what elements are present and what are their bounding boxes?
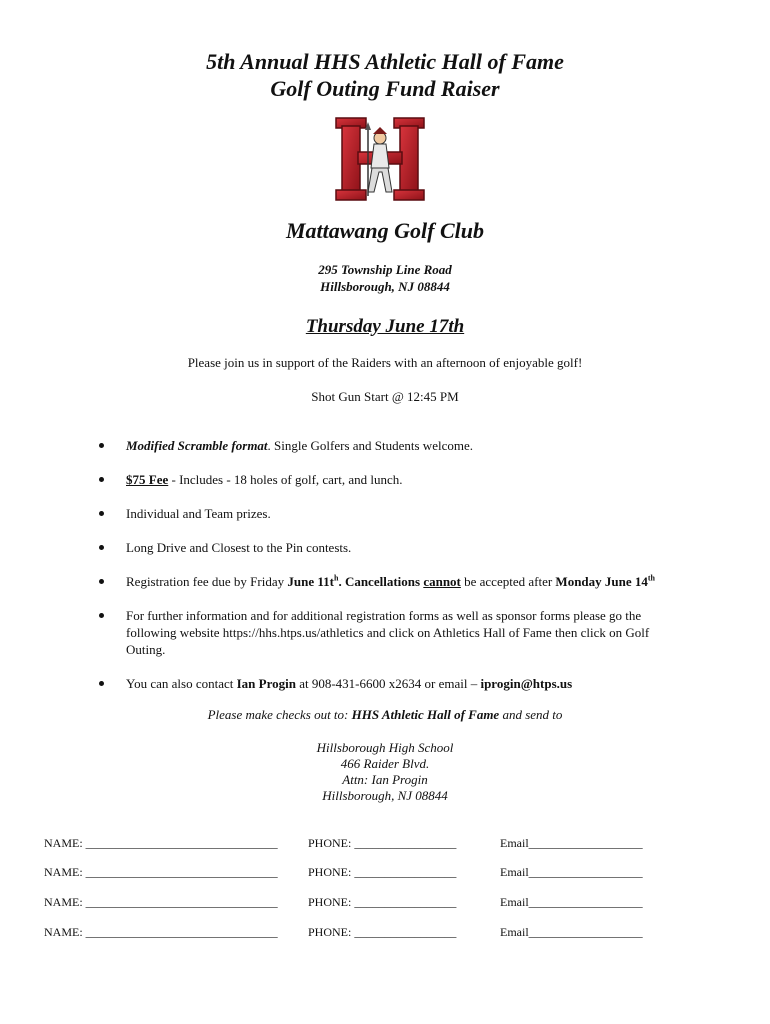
checks-send: and send to bbox=[499, 707, 563, 722]
bullet-icon bbox=[99, 477, 104, 482]
event-start-time: Shot Gun Start @ 12:45 PM bbox=[311, 389, 459, 404]
email-field[interactable]: Email___________________ bbox=[500, 865, 643, 879]
email-field[interactable]: Email___________________ bbox=[500, 895, 643, 909]
venue-street: 295 Township Line Road bbox=[318, 262, 452, 277]
title-line-1: 5th Annual HHS Athletic Hall of Fame bbox=[206, 49, 564, 74]
contact-email: iprogin@htps.us bbox=[480, 676, 573, 691]
venue-name: Mattawang Golf Club bbox=[285, 218, 485, 243]
name-field[interactable]: NAME: ________________________________ bbox=[44, 865, 278, 879]
bullet-icon bbox=[99, 613, 104, 618]
mailing-address bbox=[0, 740, 770, 804]
event-details-list bbox=[0, 437, 770, 709]
list-item bbox=[0, 573, 770, 590]
checks-payable-line bbox=[0, 707, 770, 723]
list-item bbox=[0, 437, 770, 454]
list-item bbox=[0, 505, 770, 522]
contact-phone: at 908-431-6600 x2634 or email – bbox=[295, 676, 481, 691]
phone-field[interactable]: PHONE: _________________ bbox=[308, 836, 457, 850]
mailing-line: Hillsborough, NJ 08844 bbox=[322, 788, 448, 803]
fee-detail: - Includes - 18 holes of golf, cart, and lunch. bbox=[168, 472, 403, 487]
checks-label: Please make checks out to: bbox=[207, 707, 352, 722]
bullet-icon bbox=[99, 511, 104, 516]
info-text: For further information and for additional registration forms as well as sponsor forms please go the following website https://hhs.htps.us/athletics and click on Athletics Hall of Fame then click on Golf Outing. bbox=[126, 608, 650, 657]
list-item bbox=[0, 607, 770, 658]
phone-field[interactable]: PHONE: _________________ bbox=[308, 895, 457, 909]
registration-text: Registration fee due by Friday bbox=[126, 574, 288, 589]
name-field[interactable]: NAME: ________________________________ bbox=[44, 836, 278, 850]
bullet-icon bbox=[99, 545, 104, 550]
venue-city: Hillsborough, NJ 08844 bbox=[320, 279, 450, 294]
event-date: Thursday June 17th bbox=[305, 316, 465, 337]
deadline-suffix: h bbox=[333, 573, 339, 583]
event-intro: Please join us in support of the Raiders with an afternoon of enjoyable golf! bbox=[187, 355, 583, 370]
title-line-2: Golf Outing Fund Raiser bbox=[270, 76, 500, 101]
prizes-text: Individual and Team prizes. bbox=[126, 506, 271, 521]
cancellation-text: be accepted after bbox=[460, 574, 556, 589]
name-field[interactable]: NAME: ________________________________ bbox=[44, 925, 278, 939]
phone-field[interactable]: PHONE: _________________ bbox=[308, 865, 457, 879]
phone-field[interactable]: PHONE: _________________ bbox=[308, 925, 457, 939]
email-field[interactable]: Email___________________ bbox=[500, 925, 643, 939]
mailing-line: 466 Raider Blvd. bbox=[340, 756, 430, 771]
contact-name: Ian Progin bbox=[236, 676, 296, 691]
cancellation-suffix: th bbox=[647, 573, 656, 583]
list-item bbox=[0, 675, 770, 692]
bullet-icon bbox=[99, 443, 104, 448]
bullet-icon bbox=[99, 579, 104, 584]
bullet-icon bbox=[99, 681, 104, 686]
registration-row[interactable] bbox=[44, 895, 643, 910]
name-field[interactable]: NAME: ________________________________ bbox=[44, 895, 278, 909]
fee-text: $75 Fee bbox=[126, 472, 169, 487]
flyer-title bbox=[0, 48, 770, 102]
list-item bbox=[0, 539, 770, 556]
venue-address bbox=[0, 261, 770, 295]
contact-text: You can also contact bbox=[126, 676, 237, 691]
email-field[interactable]: Email___________________ bbox=[500, 836, 643, 850]
mailing-line: Attn: Ian Progin bbox=[342, 772, 428, 787]
mailing-line: Hillsborough High School bbox=[316, 740, 454, 755]
registration-row[interactable] bbox=[44, 925, 643, 940]
contests-text: Long Drive and Closest to the Pin contests. bbox=[126, 540, 352, 555]
cannot-text: cannot bbox=[423, 574, 461, 589]
list-item bbox=[0, 471, 770, 488]
registration-deadline: June 11t bbox=[287, 574, 334, 589]
raider-h-logo-icon bbox=[332, 114, 428, 204]
format-detail: . Single Golfers and Students welcome. bbox=[267, 438, 473, 453]
registration-row[interactable] bbox=[44, 865, 643, 880]
registration-row[interactable] bbox=[44, 836, 643, 851]
format-text: Modified Scramble format bbox=[126, 438, 268, 453]
registration-sep: . Cancellations bbox=[338, 574, 424, 589]
checks-payee: HHS Athletic Hall of Fame bbox=[351, 707, 500, 722]
cancellation-deadline: Monday June 14 bbox=[555, 574, 648, 589]
